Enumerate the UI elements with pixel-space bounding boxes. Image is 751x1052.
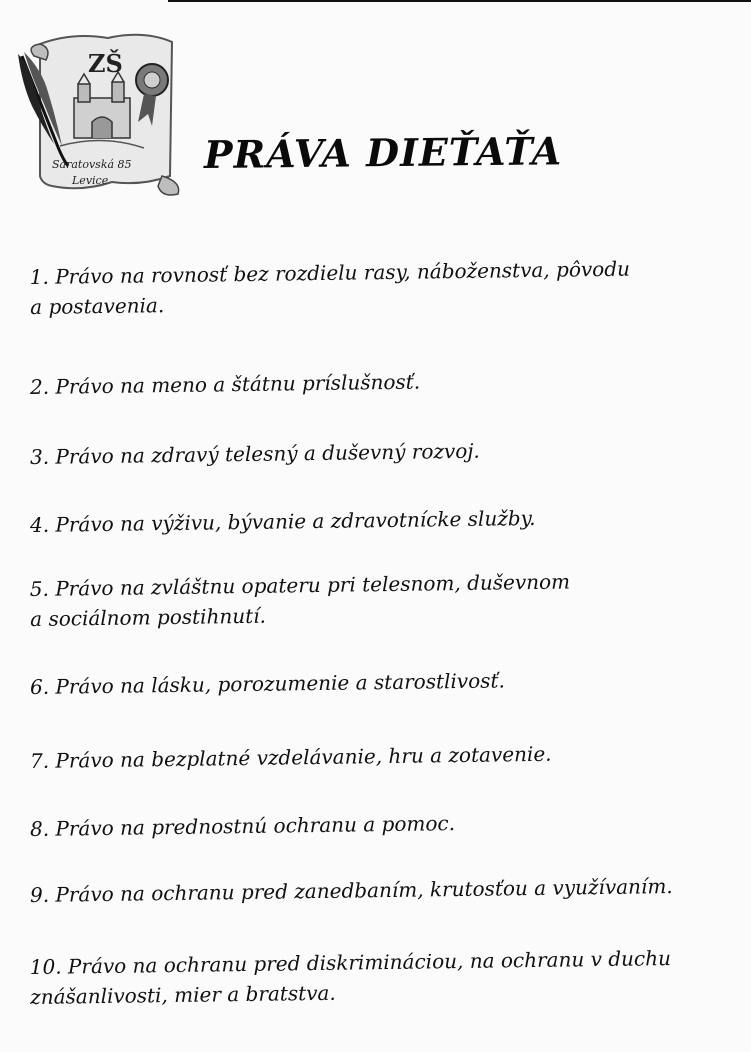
right-item: 4. Právo na výživu, bývanie a zdravotnícke služby. [29,505,536,537]
right-item: 3. Právo na zdravý telesný a duševný rozvoj. [29,438,480,469]
logo-town: Levice [72,174,109,187]
right-item: 6. Právo na lásku, porozumenie a starostlivosť. [29,668,505,699]
logo-letters: ZŠ [88,49,123,78]
right-item: 5. Právo na zvláštnu opateru pri telesnom, duševnom a sociálnom postihnutí. [29,569,571,631]
right-item: 2. Právo na meno a štátnu príslušnosť. [29,369,421,399]
school-logo [12,26,192,202]
right-item: 7. Právo na bezplatné vzdelávanie, hru a zotavenie. [29,741,552,773]
scan-edge-line [168,0,751,2]
right-item: 10. Právo na ochranu pred diskrimináciou, na ochranu v duchu znášanlivosti, mier a bratstva. [29,946,672,1009]
right-item: 8. Právo na prednostnú ochranu a pomoc. [29,811,456,841]
page-title: PRÁVA DIEŤAŤA [203,128,563,177]
right-item: 9. Právo na ochranu pred zanedbaním, krutosťou a využívaním. [29,874,673,907]
right-item: 1. Právo na rovnosť bez rozdielu rasy, náboženstva, pôvodu a postavenia. [29,256,631,319]
logo-street: Saratovská 85 [52,158,132,171]
